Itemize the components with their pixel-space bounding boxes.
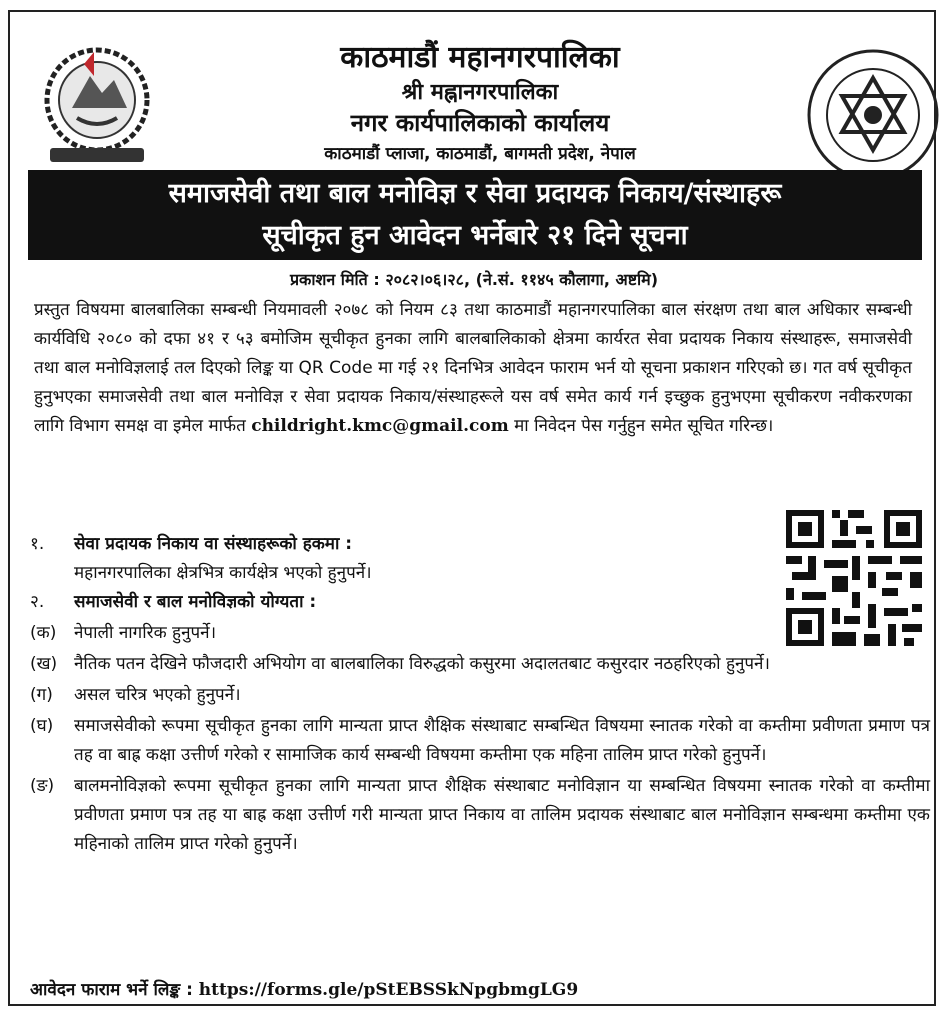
- municipality-subtitle: श्री मह्नानगरपालिका: [401, 79, 559, 105]
- office-address: काठमाडौं प्लाजा, काठमाडौं, बागमती प्रदेश, नेपाल: [324, 144, 636, 164]
- section-heading: सेवा प्रदायक निकाय वा संस्थाहरूको हकमा :: [74, 534, 353, 554]
- kmc-seal-logo: [804, 46, 942, 184]
- criterion-text: बालमनोविज्ञको रूपमा सूचीकृत हुनका लागि मान्यता प्राप्त शैक्षिक संस्थाबाट मनोविज्ञान या सम्बन्धित विषयमा स्नातक गरेको वा कम्तीमा प्रवीणता प्रमाण पत्र तह या बाह्र कक्षा उत्तीर्ण गरी मान्यता प्राप्त निकाय वा तालिम प्रदायक संस्थाबाट बाल मनोविज्ञान सम्बन्धमा कम्तीमा एक महिनाको तालिम प्राप्त गरेको हुनुपर्ने।: [74, 776, 930, 854]
- criterion-number: (ग): [30, 685, 53, 705]
- nepal-emblem-logo: [32, 38, 162, 168]
- section-heading: समाजसेवी र बाल मनोविज्ञको योग्यता :: [74, 592, 317, 612]
- municipality-name: काठमाडौं महानगरपालिका: [340, 40, 620, 75]
- notice-title-line2: सूचीकृत हुन आवेदन भर्नेबारे २१ दिने सूचना: [262, 220, 688, 251]
- application-link-row: [30, 976, 578, 1004]
- criterion-number: (ङ): [30, 776, 55, 796]
- criterion-number: (ख): [30, 654, 58, 674]
- criterion-text: नैतिक पतन देखिने फौजदारी अभियोग वा बालबालिका विरुद्धको कसुरमा अदालतबाट कसुरदार नठहरिएको हुनुपर्ने।: [74, 654, 770, 674]
- notice-header: [10, 18, 938, 166]
- intro-text: प्रस्तुत विषयमा बालबालिका सम्बन्धी नियमावली २०७८ को नियम ८३ तथा काठमाडौं महानगरपालिका बाल संरक्षण तथा बाल अधिकार सम्बन्धी कार्यविधि २०८० को दफा ४१ र ५३ बमोजिम सूचीकृत हुनका लागि बालबालिकाको क्षेत्रमा कार्यरत सेवा प्रदायक निकाय संस्थाहरू, समाजसेवी तथा बाल मनोविज्ञलाई तल दिएको लिङ्क या QR Code मा गई २१ दिनभित्र आवेदन फाराम भर्न यो सूचना प्रकाशन गरिएको छ। गत वर्ष सूचीकृत हुनुभएका समाजसेवी तथा बाल मनोविज्ञ र सेवा प्रदायक निकाय/संस्थाहरूले यस वर्ष समेत कार्य गर्न इच्छुक हुनुभएमा सूचीकरण नवीकरणका लागि विभाग समक्ष वा इमेल मार्फत: [34, 300, 912, 436]
- criterion-row: [30, 681, 930, 710]
- notice-title-banner: [28, 170, 922, 260]
- contact-email[interactable]: childright.kmc@gmail.com: [251, 416, 509, 436]
- criterion-text: असल चरित्र भएको हुनुपर्ने।: [74, 685, 241, 705]
- section-body-row: [30, 559, 930, 588]
- notice-title-line1: समाजसेवी तथा बाल मनोविज्ञ र सेवा प्रदायक निकाय/संस्थाहरू: [168, 178, 782, 209]
- criterion-text: नेपाली नागरिक हुनुपर्ने।: [74, 623, 217, 643]
- section-body: महानगरपालिका क्षेत्रभित्र कार्यक्षेत्र भएको हुनुपर्ने।: [74, 563, 372, 583]
- publication-date: प्रकाशन मिति : २०८२।०६।२८, (ने.सं. ११४५ कौलागा, अष्टमि): [289, 270, 659, 289]
- requirements-list: [30, 530, 930, 859]
- section-row: [30, 530, 930, 559]
- criterion-number: (घ): [30, 716, 54, 736]
- section-number: १.: [30, 534, 45, 554]
- criterion-row: [30, 712, 930, 770]
- criterion-row: [30, 619, 930, 648]
- criterion-number: (क): [30, 623, 57, 643]
- application-form-link[interactable]: https://forms.gle/pStEBSSkNpgbmgLG9: [198, 980, 579, 1000]
- criterion-text: समाजसेवीको रूपमा सूचीकृत हुनका लागि मान्यता प्राप्त शैक्षिक संस्थाबाट सम्बन्धित विषयमा स्नातक गरेको वा कम्तीमा प्रवीणता प्रमाण पत्र तह वा बाह्र कक्षा उत्तीर्ण गरेको र सामाजिक कार्य सम्बन्धी विषयमा कम्तीमा एक महिना तालिम प्राप्त गरेको हुनुपर्ने।: [74, 716, 930, 765]
- criterion-row: [30, 772, 930, 859]
- intro-text-after: मा निवेदन पेस गर्नुहुन समेत सूचित गरिन्छ।: [514, 416, 774, 436]
- application-link-label: आवेदन फाराम भर्ने लिङ्क :: [30, 980, 193, 1000]
- office-name: नगर कार्यपालिकाको कार्यालय: [350, 109, 610, 137]
- section-number: २.: [30, 592, 45, 612]
- section-row: [30, 588, 930, 617]
- intro-paragraph: [34, 296, 912, 441]
- criterion-row: [30, 650, 930, 679]
